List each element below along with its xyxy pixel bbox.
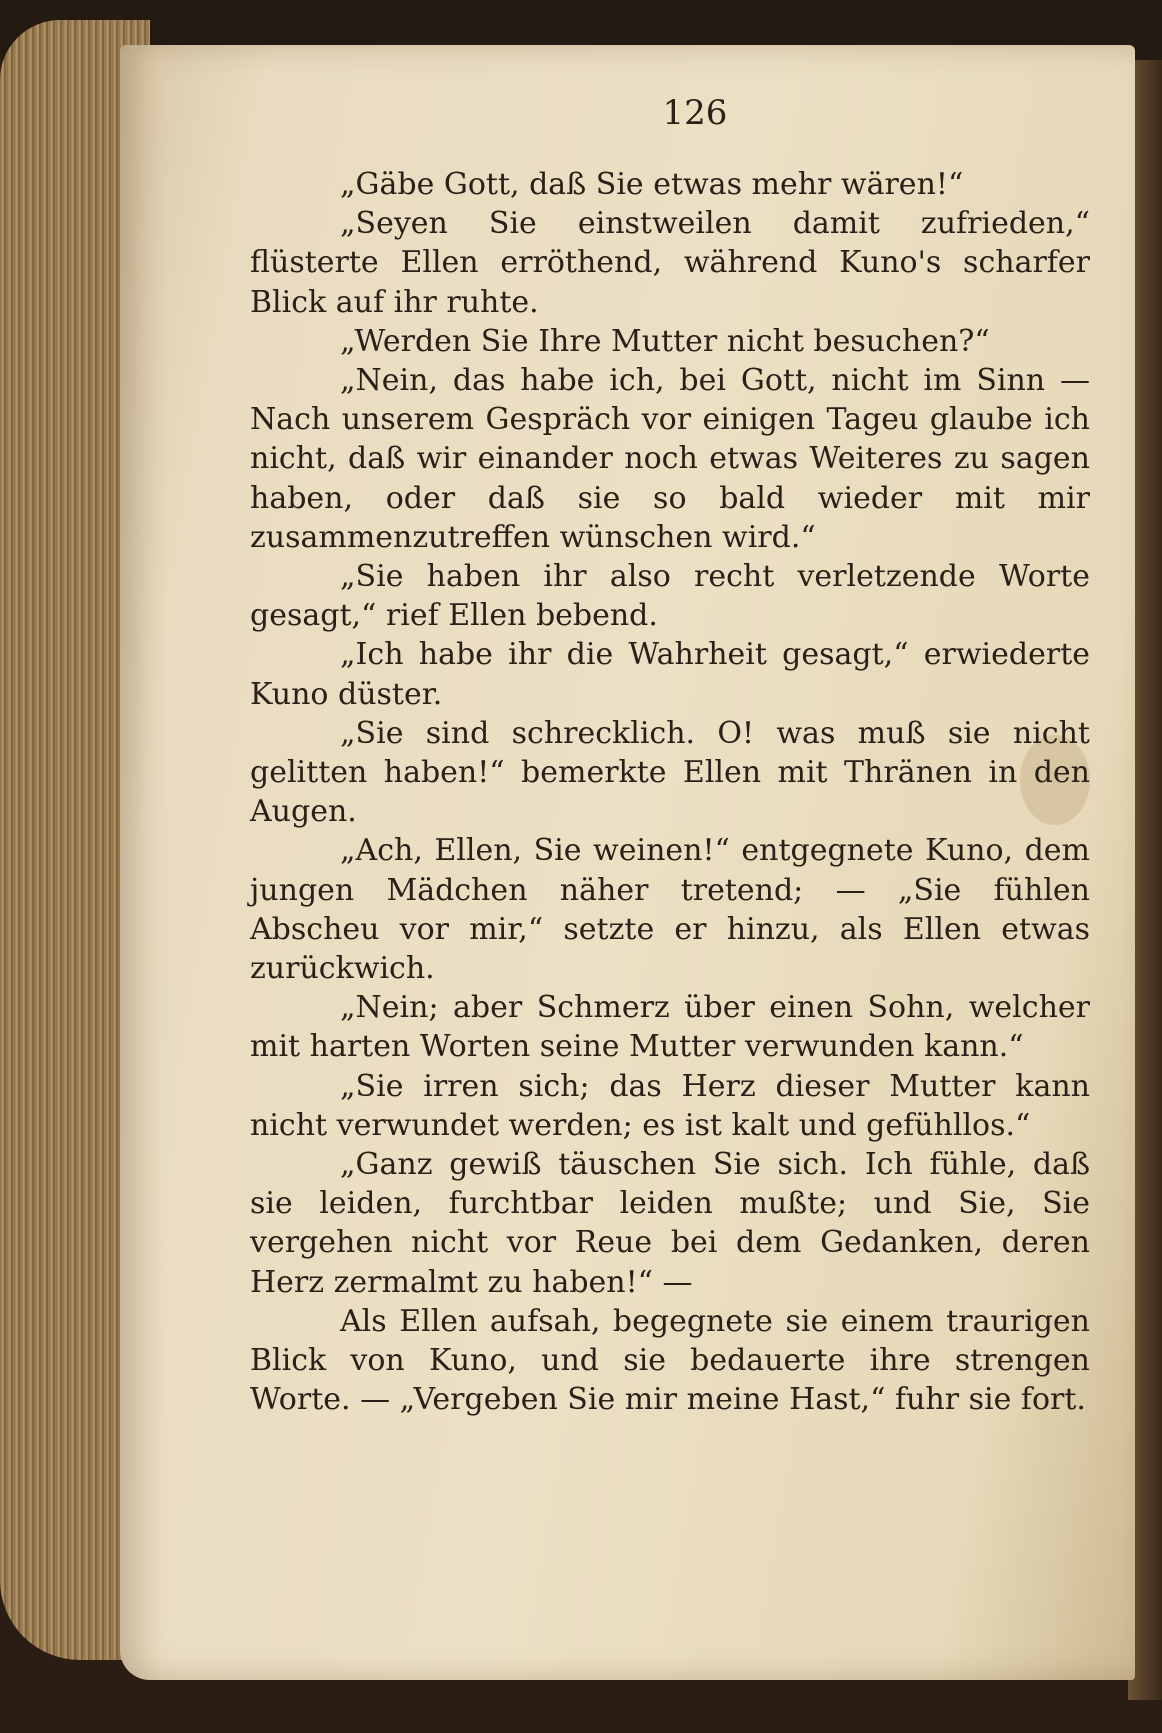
paragraph: Als Ellen aufsah, begegnete sie einem traurigen Blick von Kuno, und sie bedauerte ihre strengen Worte. — „Vergeben Sie mir meine Hast,“ fuhr sie fort. (250, 1303, 1090, 1418)
page-number: 126 (662, 93, 728, 133)
paragraph: „Ach, Ellen, Sie weinen!“ entgegnete Kuno, dem jungen Mädchen näher tretend; — „Sie fühlen Abscheu vor mir,“ setzte er hinzu, als Ellen etwas zurückwich. (250, 833, 1090, 987)
paragraph: „Nein, das habe ich, bei Gott, nicht im Sinn — Nach unserem Gespräch vor einigen Tageu glaube ich nicht, daß wir einander noch etwas Weiteres zu sagen haben, oder daß sie so bald wieder mit mir zusammenzutreffen wünschen wird.“ (250, 363, 1090, 555)
paragraph: „Nein; aber Schmerz über einen Sohn, welcher mit harten Worten seine Mutter verwunden kann.“ (250, 990, 1090, 1065)
paragraph: „Ich habe ihr die Wahrheit gesagt,“ erwiederte Kuno düster. (250, 637, 1090, 712)
paragraph: „Ganz gewiß täuschen Sie sich. Ich fühle, daß sie leiden, furchtbar leiden mußte; und Sie, Sie vergehen nicht vor Reue bei dem Gedanken, deren Herz zermalmt zu haben!“ — (250, 1147, 1090, 1300)
paragraph: „Sie haben ihr also recht verletzende Worte gesagt,“ rief Ellen bebend. (250, 559, 1090, 634)
paragraph: „Gäbe Gott, daß Sie etwas mehr wären!“ (340, 167, 964, 202)
book-page (120, 45, 1135, 1680)
paragraph: „Werden Sie Ihre Mutter nicht besuchen?“ (340, 323, 990, 359)
paragraph: „Sie sind schrecklich. O! was muß sie nicht gelitten haben!“ bemerkte Ellen mit Thränen in den Augen. (250, 715, 1090, 830)
body-text (250, 165, 1090, 1420)
paragraph: „Sie irren sich; das Herz dieser Mutter kann nicht verwundet werden; es ist kalt und gefühllos.“ (250, 1068, 1090, 1143)
paragraph: „Seyen Sie einstweilen damit zufrieden,“ flüsterte Ellen erröthend, während Kuno's scharfer Blick auf ihr ruhte. (250, 206, 1090, 320)
